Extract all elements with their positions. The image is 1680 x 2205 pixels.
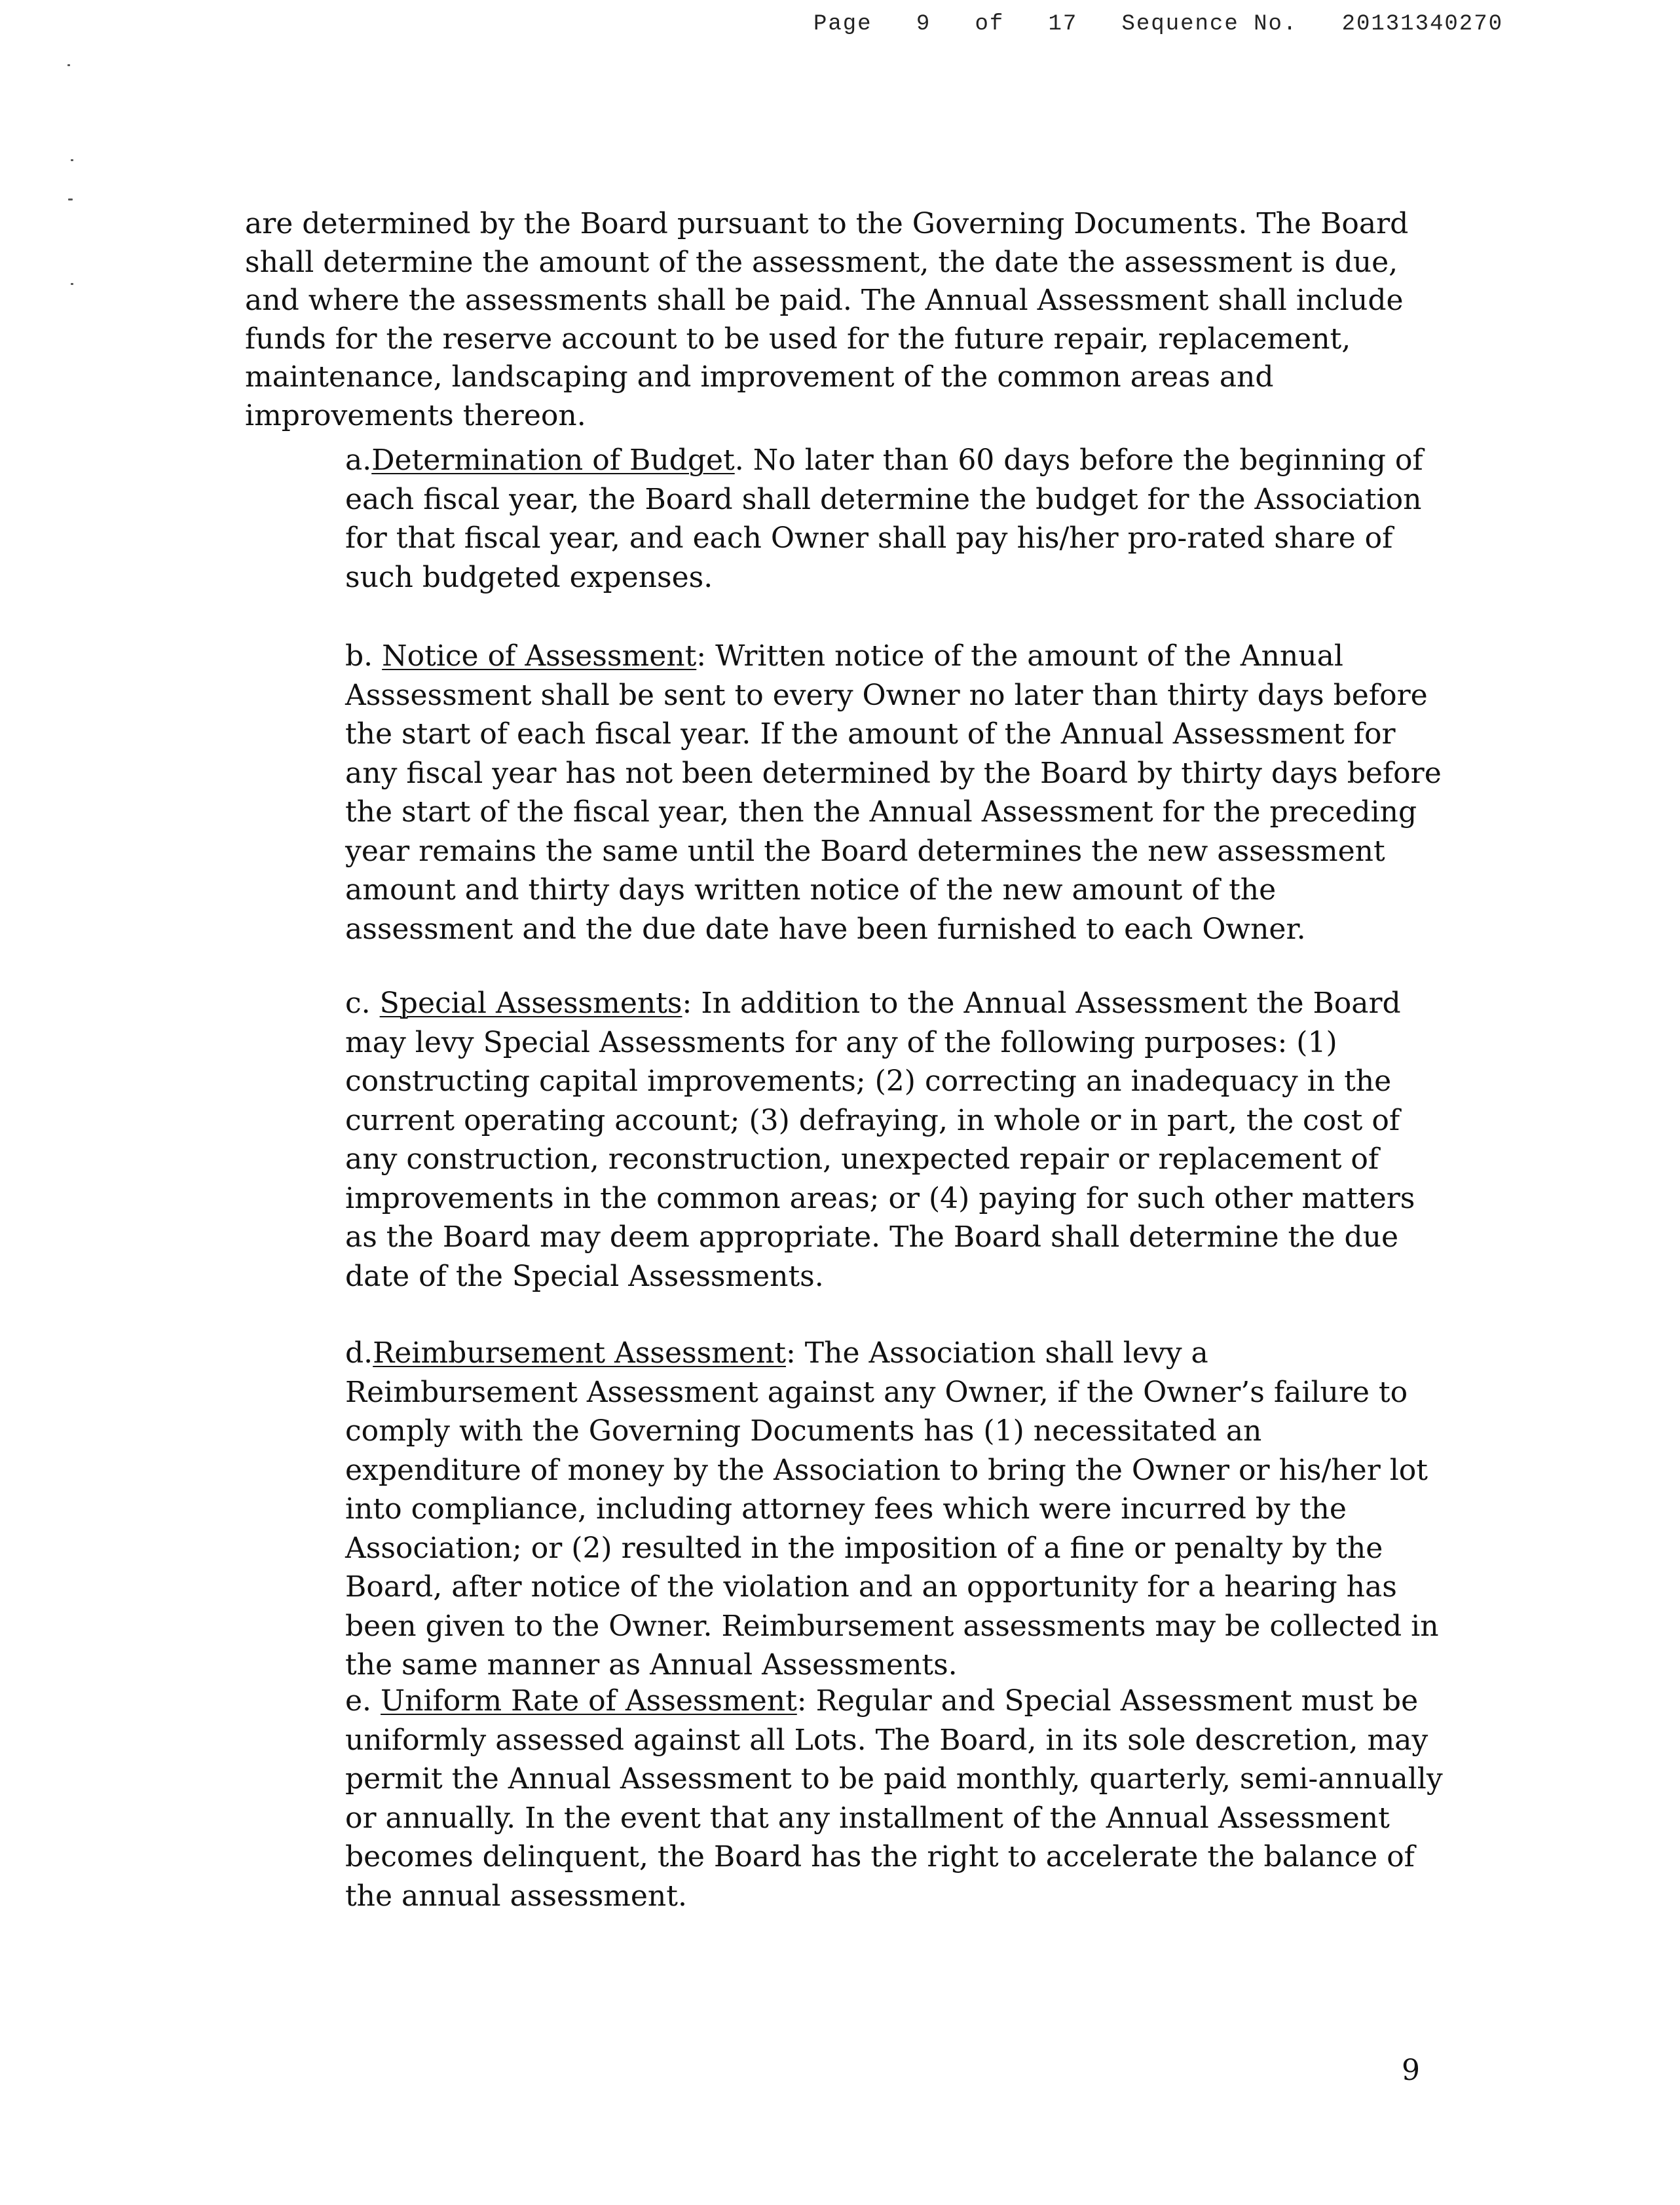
fax-header-stamp xyxy=(813,12,1503,37)
section-separator: : xyxy=(682,987,692,1020)
section-text: In addition to the Annual Assessment the Board may levy Special Assessments for any of the following purposes: (1) constructing capital improvements; (2) correcting an inadequacy in the current operating account; (3) defraying, in whole or in part, the cost of any construction, reconstruction, unexpected repair or replacement of improvements in the common areas; or (4) paying for such other matters as the Board may deem appropriate. The Board shall determine the due date of the Special Assessments. xyxy=(345,987,1415,1293)
section-determination-of-budget xyxy=(345,441,1446,597)
section-separator: : xyxy=(785,1336,796,1370)
section-heading: Reimbursement Assessment xyxy=(373,1336,786,1370)
intro-paragraph: are determined by the Board pursuant to the Governing Documents. The Board shall determine the amount of the assessment, the date the assessment is due, and where the assessments shall be paid. The Annual Assessment shall include funds for the reserve account to be used for the future repair, replacement, maintenance, landscaping and improvement of the common areas and improvements thereon. xyxy=(245,207,1409,432)
header-page-label: Page xyxy=(813,12,872,37)
scan-speck xyxy=(71,159,73,161)
section-text: Written notice of the amount of the Annual Asssessment shall be sent to every Owner no later than thirty days before the start of each fiscal year. If the amount of the Annual Assessment for any fiscal year has not been determined by the Board by thirty days before the start of the fiscal year, then the Annual Assessment for the preceding year remains the same until the Board determines the new assessment amount and thirty days written notice of the new amount of the assessment and the due date have been furnished to each Owner. xyxy=(345,639,1442,946)
scan-speck xyxy=(71,283,73,285)
section-heading: Determination of Budget xyxy=(371,443,735,477)
header-page-number: 9 xyxy=(916,12,931,37)
scan-speck xyxy=(67,64,70,66)
scan-speck xyxy=(68,198,73,200)
section-text: Regular and Special Assessment must be uniformly assessed against all Lots. The Board, in its sole descretion, may permit the Annual Assessment to be paid monthly, quarterly, semi-annually or annually. In the event that any installment of the Annual Assessment becomes delinquent, the Board has the right to accelerate the balance of the annual assessment. xyxy=(345,1684,1443,1913)
section-letter: a. xyxy=(345,443,372,477)
section-notice-of-assessment xyxy=(345,637,1446,949)
header-sequence-label: Sequence No. xyxy=(1121,12,1298,37)
section-separator: : xyxy=(696,639,707,673)
header-sequence-number: 20131340270 xyxy=(1341,12,1503,37)
section-heading: Uniform Rate of Assessment xyxy=(381,1684,797,1718)
section-letter: e. xyxy=(345,1684,372,1718)
section-special-assessments xyxy=(345,984,1446,1296)
section-separator: : xyxy=(796,1684,807,1718)
section-uniform-rate-of-assessment xyxy=(345,1682,1446,1915)
section-reimbursement-assessment xyxy=(345,1334,1446,1685)
section-heading: Special Assessments xyxy=(379,987,682,1020)
section-heading: Notice of Assessment xyxy=(382,639,697,673)
section-letter: c. xyxy=(345,987,371,1020)
section-separator: . xyxy=(734,443,744,477)
section-text: The Association shall levy a Reimbursement Assessment against any Owner, if the Owner’s failure to comply with the Governing Documents has (1) necessitated an expenditure of money by the Association to bring the Owner or his/her lot into compliance, including attorney fees which were incurred by the Association; or (2) resulted in the imposition of a fine or penalty by the Board, after notice of the violation and an opportunity for a hearing has been given to the Owner. Reimbursement assessments may be collected in the same manner as Annual Assessments. xyxy=(345,1336,1439,1682)
header-page-total: 17 xyxy=(1048,12,1078,37)
header-of-label: of xyxy=(975,12,1005,37)
footer-page-number: 9 xyxy=(1402,2054,1420,2087)
section-letter: b. xyxy=(345,639,373,673)
section-text: No later than 60 days before the beginning of each fiscal year, the Board shall determine the budget for the Association for that fiscal year, and each Owner shall pay his/her pro-rated share of such budgeted expenses. xyxy=(345,443,1423,594)
section-letter: d. xyxy=(345,1336,373,1370)
